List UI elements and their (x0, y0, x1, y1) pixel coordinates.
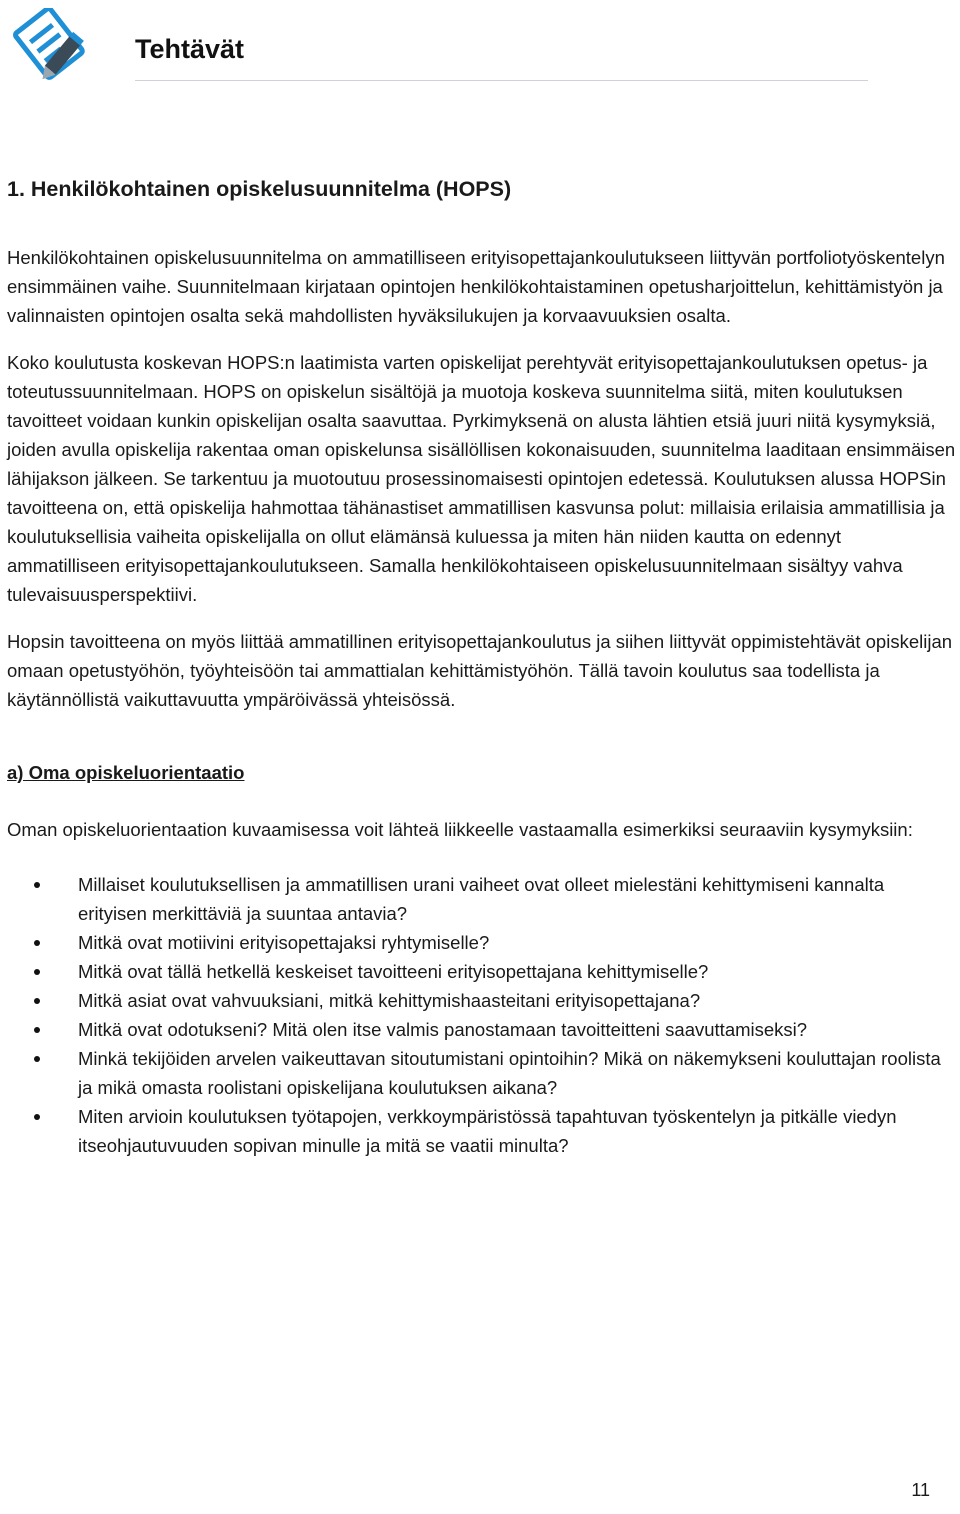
subsection-intro: Oman opiskeluorientaation kuvaamisessa voit lähteä liikkeelle vastaamalla esimerkiksi seuraaviin kysymyksiin: (7, 819, 913, 840)
list-item: Millaiset koulutuksellisen ja ammatillisen urani vaiheet ovat olleet mielestäni kehittymiseni kannalta erityisen merkittäviä ja suuntaa antavia? (78, 870, 957, 928)
subsection-title: a) Oma opiskeluorientaatio (7, 762, 245, 783)
list-item: Mitkä asiat ovat vahvuuksiani, mitkä kehittymishaasteitani erityisopettajana? (78, 986, 957, 1015)
paragraph: Koko koulutusta koskevan HOPS:n laatimista varten opiskelijat perehtyvät erityisopettajankoulutuksen opetus- ja toteutussuunnitelmaan. HOPS on opiskelun sisältöjä ja muotoja koskeva suunnitelma siitä, miten koulutuksen tavoitteet voidaan kunkin opiskelijan osalta saavuttaa. Pyrkimyksenä on alusta lähtien etsiä juuri niitä kysymyksiä, joiden avulla opiskelija rakentaa oman opiskelunsa sisällöllisen kokonaisuuden, suunnitelma laaditaan ensimmäisen lähijakson jälkeen. Se tarkentuu ja muotoutuu prosessinomaisesti opintojen edetessä. Koulutuksen alussa HOPSin tavoitteena on, että opiskelija hahmottaa tähänastiset ammatillisen kasvunsa polut: millaisia erilaisia ammatillisia ja koulutuksellisia vaiheita opiskelijalla on ollut elämänsä kuluessa ja miten hän niiden kautta on edennyt ammatilliseen erityisopettajankoulutukseen. Samalla henkilökohtaiseen opiskelusuunnitelmaan sisältyy vahva tulevaisuusperspektiivi. (7, 352, 956, 605)
list-item: Mitkä ovat motiivini erityisopettajaksi ryhtymiselle? (78, 928, 957, 957)
document-body (7, 172, 957, 1160)
section-title: 1. Henkilökohtainen opiskelusuunnitelma (HOPS) (7, 177, 512, 201)
question-list (7, 870, 957, 1160)
list-item: Mitkä ovat tällä hetkellä keskeiset tavoitteeni erityisopettajana kehittymiselle? (78, 957, 957, 986)
header-divider (135, 80, 868, 81)
pencil-paper-logo-icon (8, 8, 90, 86)
list-item: Minkä tekijöiden arvelen vaikeuttavan sitoutumistani opintoihin? Mikä on näkemykseni kouluttajan roolista ja mikä omasta roolistani opiskelijana koulutuksen aikana? (78, 1044, 957, 1102)
list-item: Mitkä ovat odotukseni? Mitä olen itse valmis panostamaan tavoitteitteni saavuttamiseksi? (78, 1015, 957, 1044)
header-title: Tehtävät (135, 34, 245, 64)
paragraph: Hopsin tavoitteena on myös liittää ammatillinen erityisopettajankoulutus ja siihen liittyvät oppimistehtävät opiskelijan omaan opetustyöhön, työyhteisöön tai ammattialan kehittämistyöhön. Tällä tavoin koulutus saa todellista ja käytännöllistä vaikuttavuutta ympäröivässä yhteisössä. (7, 631, 953, 710)
paragraph: Henkilökohtainen opiskelusuunnitelma on ammatilliseen erityisopettajankoulutukseen liittyvän portfoliotyöskentelyn ensimmäinen vaihe. Suunnitelmaan kirjataan opintojen henkilökohtaistaminen opetusharjoittelun, kehittämistyön ja valinnaisten opintojen osalta sekä mahdollisten hyväksilukujen ja korvaavuuksien osalta. (7, 247, 945, 326)
list-item: Miten arvioin koulutuksen työtapojen, verkkoympäristössä tapahtuvan työskentelyn ja pitkälle viedyn itseohjautuvuuden sopivan minulle ja mitä se vaatii minulta? (78, 1102, 957, 1160)
page-number: 11 (911, 1480, 930, 1500)
page-header (0, 0, 960, 90)
